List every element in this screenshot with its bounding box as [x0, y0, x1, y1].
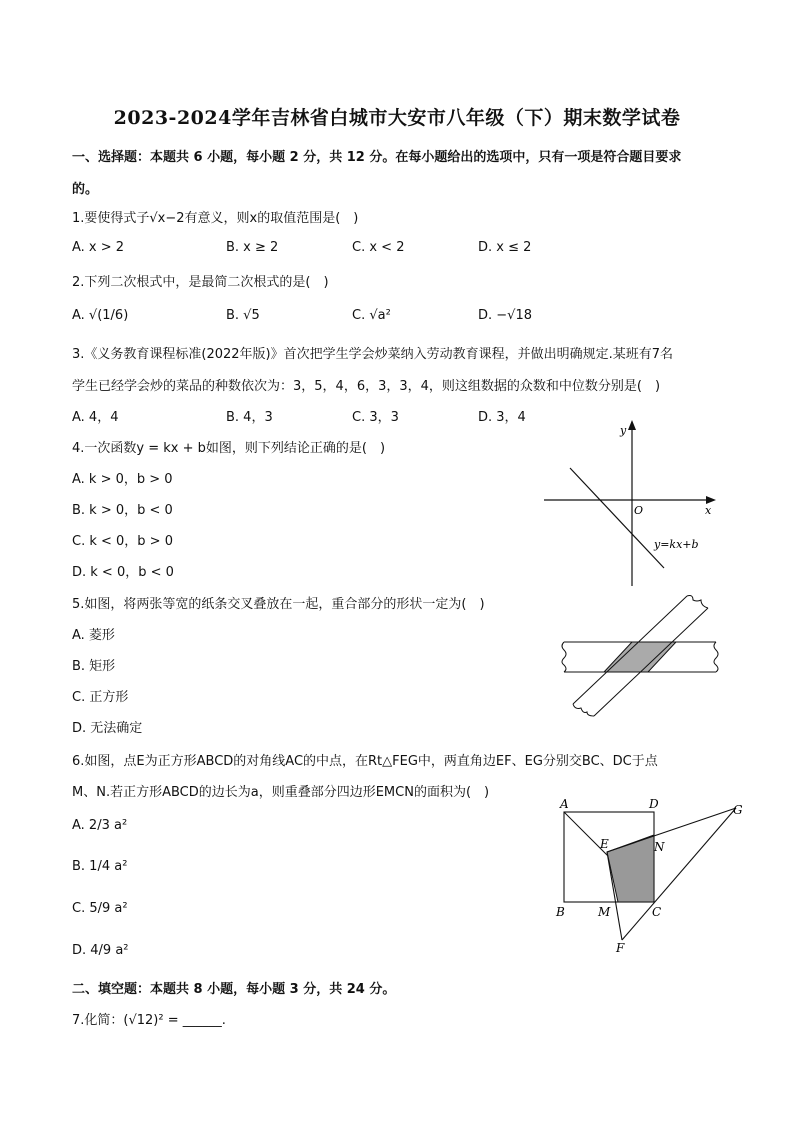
question-3-line-2: 学生已经学会炒的菜品的种数依次为：3，5，4，6，3，3，4，则这组数据的众数和中位数分别是( ) [72, 379, 661, 394]
diagonal-strip-edge-2 [594, 608, 708, 716]
strip-torn-edge-bottom [573, 704, 594, 716]
y-axis-arrow-icon [628, 420, 636, 430]
q5-option-c: C. 正方形 [72, 690, 129, 705]
q3-option-d: D. 3，4 [478, 410, 526, 425]
strip-torn-edge-left [562, 642, 566, 672]
question-6-line-2: M、N.若正方形ABCD的边长为a，则重叠部分四边形EMCN的面积为( ) [72, 785, 490, 800]
line-y-kx-b [570, 468, 664, 568]
q2-option-a: A. √(1/6) [72, 308, 129, 323]
question-6-line-1: 6.如图，点E为正方形ABCD的对角线AC的中点，在Rt△FEG中，两直角边EF、EG分别交BC、DC于点 [72, 754, 658, 769]
q4-option-b: B. k > 0，b < 0 [72, 503, 173, 518]
question-7-stem: 7.化简：(√12)² = ______. [72, 1013, 226, 1028]
label-b: B [556, 905, 565, 919]
q4-option-d: D. k < 0，b < 0 [72, 565, 174, 580]
q6-option-a: A. 2/3 a² [72, 818, 128, 833]
q3-option-b: B. 4，3 [226, 410, 273, 425]
strip-torn-edge-top [687, 596, 708, 609]
q5-option-b: B. 矩形 [72, 659, 116, 674]
strip-torn-edge-right [714, 642, 718, 672]
q5-option-d: D. 无法确定 [72, 721, 143, 736]
y-axis-label: y [620, 424, 627, 437]
q3-option-c: C. 3，3 [352, 410, 399, 425]
q6-square-triangle-figure [552, 796, 752, 958]
q6-option-c: C. 5/9 a² [72, 901, 128, 916]
origin-label: O [634, 504, 644, 517]
q4-linear-function-figure [540, 418, 720, 590]
question-2-stem: 2.下列二次根式中，是最简二次根式的是( ) [72, 275, 329, 290]
label-n: N [654, 840, 665, 854]
section-1-header: 一、选择题：本题共 6 小题，每小题 2 分，共 12 分。在每小题给出的选项中，只有一项是符合题目要求 [72, 150, 682, 165]
label-c: C [652, 905, 662, 919]
label-e: E [600, 837, 609, 851]
q4-option-a: A. k > 0，b > 0 [72, 472, 173, 487]
diagonal-strip-edge-1 [573, 596, 687, 704]
question-5-stem: 5.如图，将两张等宽的纸条交叉叠放在一起，重合部分的形状一定为( ) [72, 597, 485, 612]
label-g: G [733, 803, 743, 817]
line-label: y=kx+b [654, 538, 699, 551]
q1-option-b: B. x ≥ 2 [226, 240, 279, 255]
q1-option-c: C. x < 2 [352, 240, 405, 255]
q6-option-b: B. 1/4 a² [72, 859, 128, 874]
q4-option-c: C. k < 0，b > 0 [72, 534, 173, 549]
label-f: F [616, 941, 625, 955]
label-a: A [560, 797, 569, 811]
q1-option-a: A. x > 2 [72, 240, 125, 255]
q3-option-a: A. 4，4 [72, 410, 119, 425]
q6-option-d: D. 4/9 a² [72, 943, 129, 958]
section-2-header: 二、填空题：本题共 8 小题，每小题 3 分，共 24 分。 [72, 982, 396, 997]
question-3-line-1: 3.《义务教育课程标准(2022年版)》首次把学生学会炒菜纳入劳动教育课程，并做出明确规定.某班有7名 [72, 347, 674, 362]
overlap-rhombus [604, 642, 676, 672]
q5-option-a: A. 菱形 [72, 628, 115, 643]
x-axis-label: x [705, 504, 712, 517]
page-title: 2023-2024学年吉林省白城市大安市八年级（下）期末数学试卷 [113, 107, 681, 129]
x-axis-arrow-icon [706, 496, 716, 504]
question-4-stem: 4.一次函数y = kx + b如图，则下列结论正确的是( ) [72, 441, 386, 456]
label-m: M [598, 905, 611, 919]
q2-option-c: C. √a² [352, 308, 391, 323]
q2-option-d: D. −√18 [478, 308, 532, 323]
q1-option-d: D. x ≤ 2 [478, 240, 532, 255]
q5-paper-strips-figure [556, 594, 726, 720]
label-d: D [649, 797, 659, 811]
question-1-stem: 1.要使得式子√x−2有意义，则x的取值范围是( ) [72, 211, 359, 226]
q2-option-b: B. √5 [226, 308, 260, 323]
section-1-header-cont: 的。 [72, 182, 99, 197]
